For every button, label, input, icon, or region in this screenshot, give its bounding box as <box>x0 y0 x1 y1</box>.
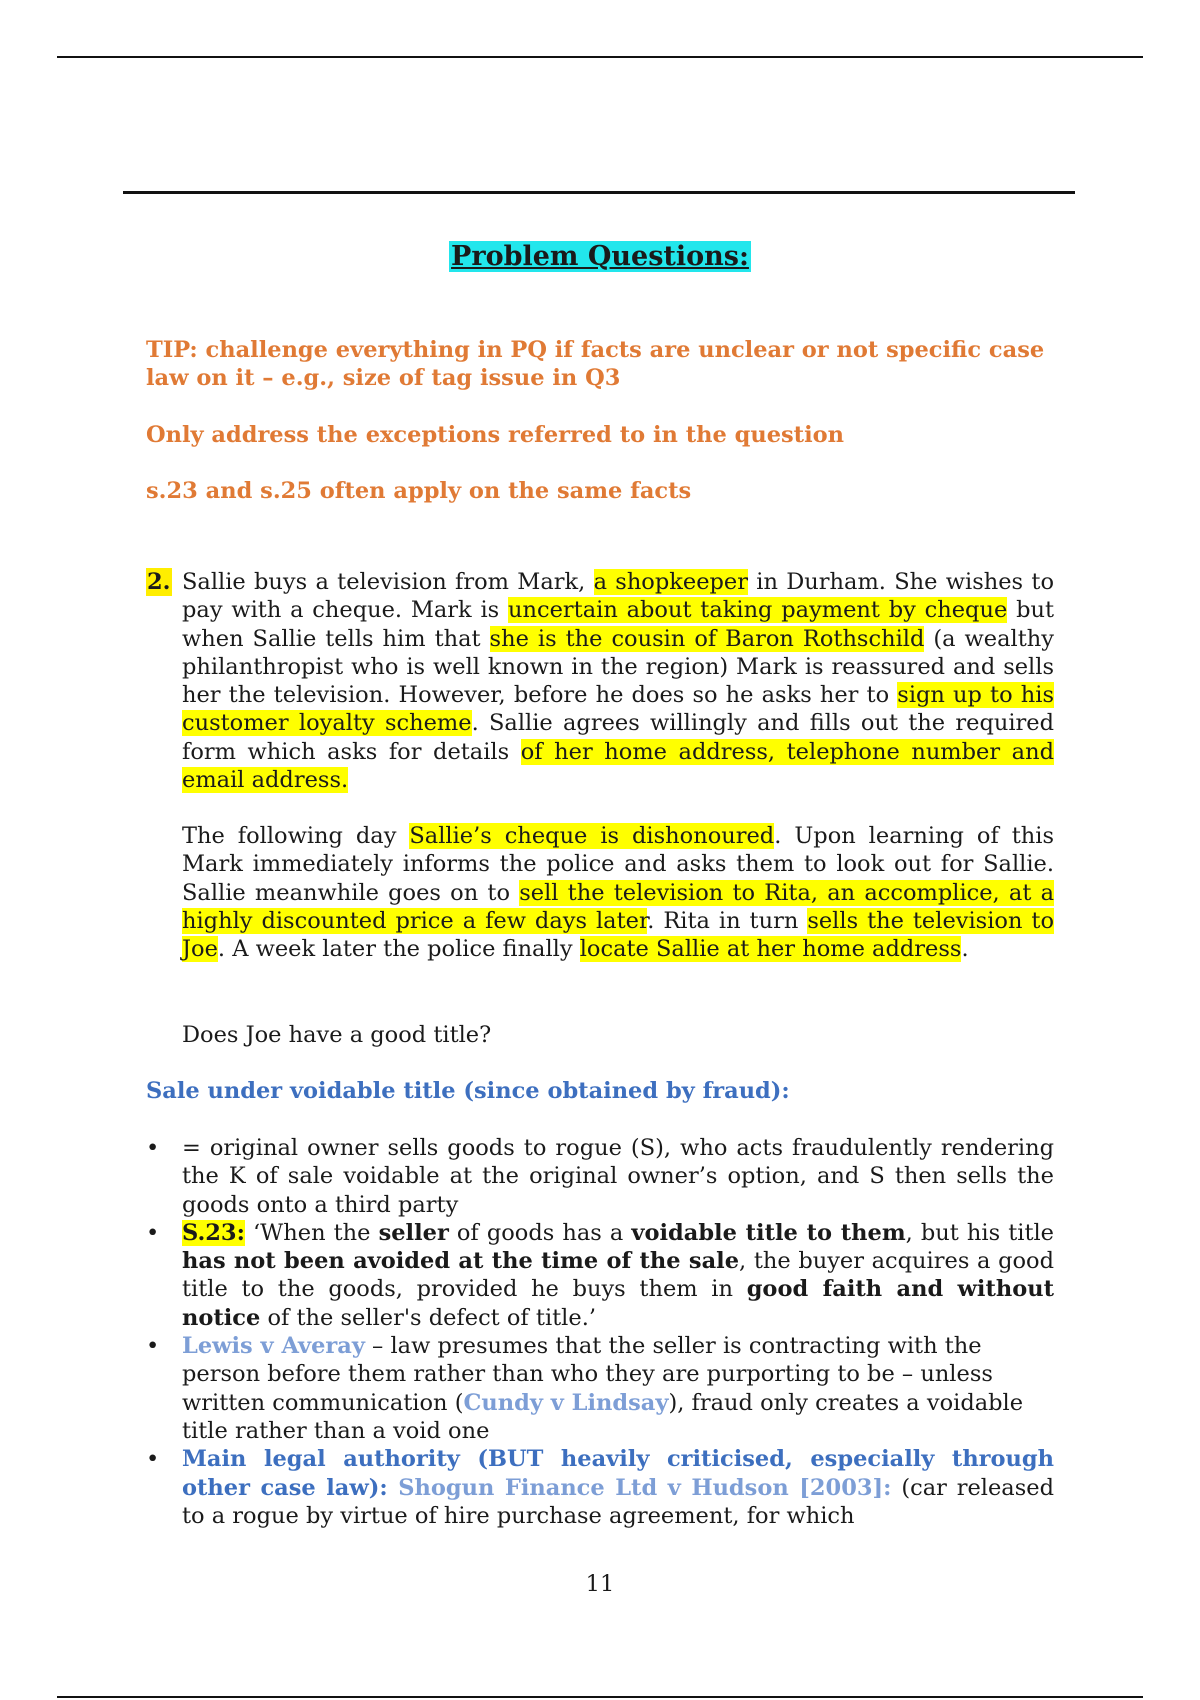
case-cundy-v-lindsay: Cundy v Lindsay <box>463 1389 669 1416</box>
highlight-shopkeeper: a shopkeeper <box>593 569 748 595</box>
bullet-icon: • <box>146 1135 160 1161</box>
tip-s23-s25: s.23 and s.25 often apply on the same facts <box>146 478 692 504</box>
page-top-rule <box>57 56 1143 58</box>
bullet-icon: • <box>146 1333 160 1360</box>
bullet-item-shogun: • Main legal authority (BUT heavily criticised, especially through other case law): Shogun Finance Ltd v Hudson [2003]: (car released to a rogue by virtue of hire purchase agreement, for which <box>146 1446 1054 1529</box>
bullet-item-definition: • = original owner sells goods to rogue (S), who acts fraudulently rendering the K of sale voidable at the original owner’s option, and S then sells the goods onto a third party <box>146 1135 1054 1218</box>
main-authority-label: Main legal authority (BUT heavily criticised, especially through other case law): <box>182 1446 1054 1501</box>
bullet-item-lewis: • Lewis v Averay – law presumes that the seller is contracting with the person before them rather than who they are purporting to be – unless written communication (Cundy v Lindsay), fraud only creates a voidable title rather than a void one <box>146 1333 1024 1444</box>
page-number: 11 <box>585 1571 615 1597</box>
tip-challenge: TIP: challenge everything in PQ if facts are unclear or not specific case law on it – e.g., size of tag issue in Q3 <box>146 337 1045 391</box>
highlight-address: of her home address, telephone number and email address. <box>182 738 1054 794</box>
question-prompt: Does Joe have a good title? <box>182 1022 492 1048</box>
section-heading: Sale under voidable title (since obtained by fraud): <box>146 1078 790 1104</box>
highlight-sell-joe: sells the television to Joe <box>182 907 1054 963</box>
bullet-icon: • <box>146 1219 160 1246</box>
highlight-dishonoured: Sallie’s cheque is dishonoured <box>409 823 775 849</box>
bullet-item-s23: • S.23: ‘When the seller of goods has a voidable title to them, but his title has not been avoided at the time of the sale, the buyer acquires a good title to the goods, provided he buys them in good faith and without notice of the seller's defect of title.’ <box>146 1219 1054 1331</box>
highlight-cousin: she is the cousin of Baron Rothschild <box>489 625 925 652</box>
highlight-locate: locate Sallie at her home address <box>579 936 962 963</box>
question-paragraph-2: The following day Sallie’s cheque is dishonoured. Upon learning of this Mark immediately informs the police and asks them to look out for Sallie. Sallie meanwhile goes on to sell the television to Rita, an accomplice, at a highly discounted price a few days later. Rita in turn sells the television to Joe. A week later the police finally locate Sallie at her home address. <box>182 823 1054 963</box>
bullet-icon: • <box>146 1446 160 1473</box>
highlight-uncertain: uncertain about taking payment by cheque <box>508 597 1008 624</box>
bullet-list <box>146 1134 1054 1530</box>
page-title-text: Problem Questions: <box>451 241 749 272</box>
case-lewis-v-averay: Lewis v Averay <box>182 1333 365 1360</box>
page-title <box>0 241 1200 272</box>
question-number: 2. <box>147 569 171 595</box>
highlight-sell-rita: sell the television to Rita, an accomplice, at a highly discounted price a few days later <box>182 879 1054 934</box>
question-paragraph-1: Sallie buys a television from Mark, a shopkeeper in Durham. She wishes to pay with a cheque. Mark is uncertain about taking payment by cheque but when Sallie tells him that she is the cousin of Baron Rothschild (a wealthy philanthropist who is well known in the region) Mark is reassured and sells her the television. However, before he does so he asks her to sign up to his customer loyalty scheme. Sallie agrees willingly and fills out the required form which asks for details of her home address, telephone number and email address. <box>182 569 1055 794</box>
page-bottom-rule <box>57 1696 1143 1698</box>
tip-exceptions: Only address the exceptions referred to in the question <box>146 422 844 448</box>
highlight-loyalty: sign up to his customer loyalty scheme <box>182 682 1055 737</box>
s23-label: S.23: <box>182 1219 245 1246</box>
header-rule <box>123 191 1075 194</box>
case-shogun-finance: Shogun Finance Ltd v Hudson [2003]: <box>387 1474 892 1501</box>
